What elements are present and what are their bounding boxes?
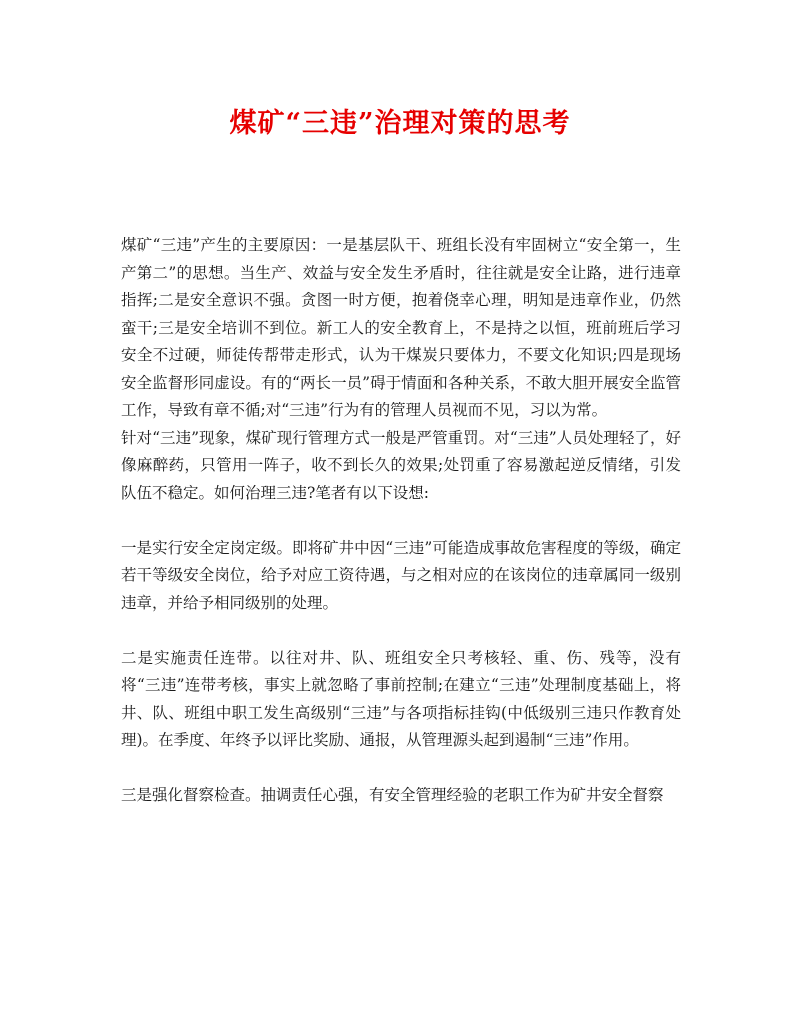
document-title: 煤矿“三违”治理对策的思考: [229, 108, 571, 139]
document-body: [121, 232, 681, 810]
paragraph-measure-three: 三是强化督察检查。抽调责任心强，有安全管理经验的老职工作为矿井安全督察: [121, 786, 664, 804]
paragraph-current-approach: 针对“三违”现象，煤矿现行管理方式一般是严管重罚。对“三违”人员处理轻了，好像麻醉药，只管用一阵子，收不到长久的效果;处罚重了容易激起逆反情绪，引发队伍不稳定。如何治理三违?笔者有以下设想:: [121, 428, 681, 502]
paragraph-spacer: [121, 617, 681, 645]
paragraph-causes: 煤矿“三违”产生的主要原因：一是基层队干、班组长没有牢固树立“安全第一，生产第二”的思想。当生产、效益与安全发生矛盾时，往往就是安全让路，进行违章指挥;二是安全意识不强。贪图一时方便，抱着侥幸心理，明知是违章作业，仍然蛮干;三是安全培训不到位。新工人的安全教育上，不是持之以恒，班前班后学习安全不过硬，师徒传帮带走形式，认为干煤炭只要体力，不要文化知识;四是现场安全监督形同虚设。有的“两长一员”碍于情面和各种关系，不敢大胆开展安全监管工作，导致有章不循;对“三违”行为有的管理人员视而不见，习以为常。: [121, 236, 681, 419]
paragraph-spacer: [121, 507, 681, 535]
paragraph-measure-two: 二是实施责任连带。以往对井、队、班组安全只考核轻、重、伤、残等，没有将“三违”连带考核，事实上就忽略了事前控制;在建立“三违”处理制度基础上，将井、队、班组中职工发生高级别“三违”与各项指标挂钩(中低级别三违只作教育处理)。在季度、年终予以评比奖励、通报，从管理源头起到遏制“三违”作用。: [121, 648, 681, 749]
paragraph-spacer: [121, 755, 681, 783]
paragraph-measure-one: 一是实行安全定岗定级。即将矿井中因“三违”可能造成事故危害程度的等级，确定若干等级安全岗位，给予对应工资待遇，与之相对应的在该岗位的违章属同一级别违章，并给予相同级别的处理。: [121, 538, 681, 612]
